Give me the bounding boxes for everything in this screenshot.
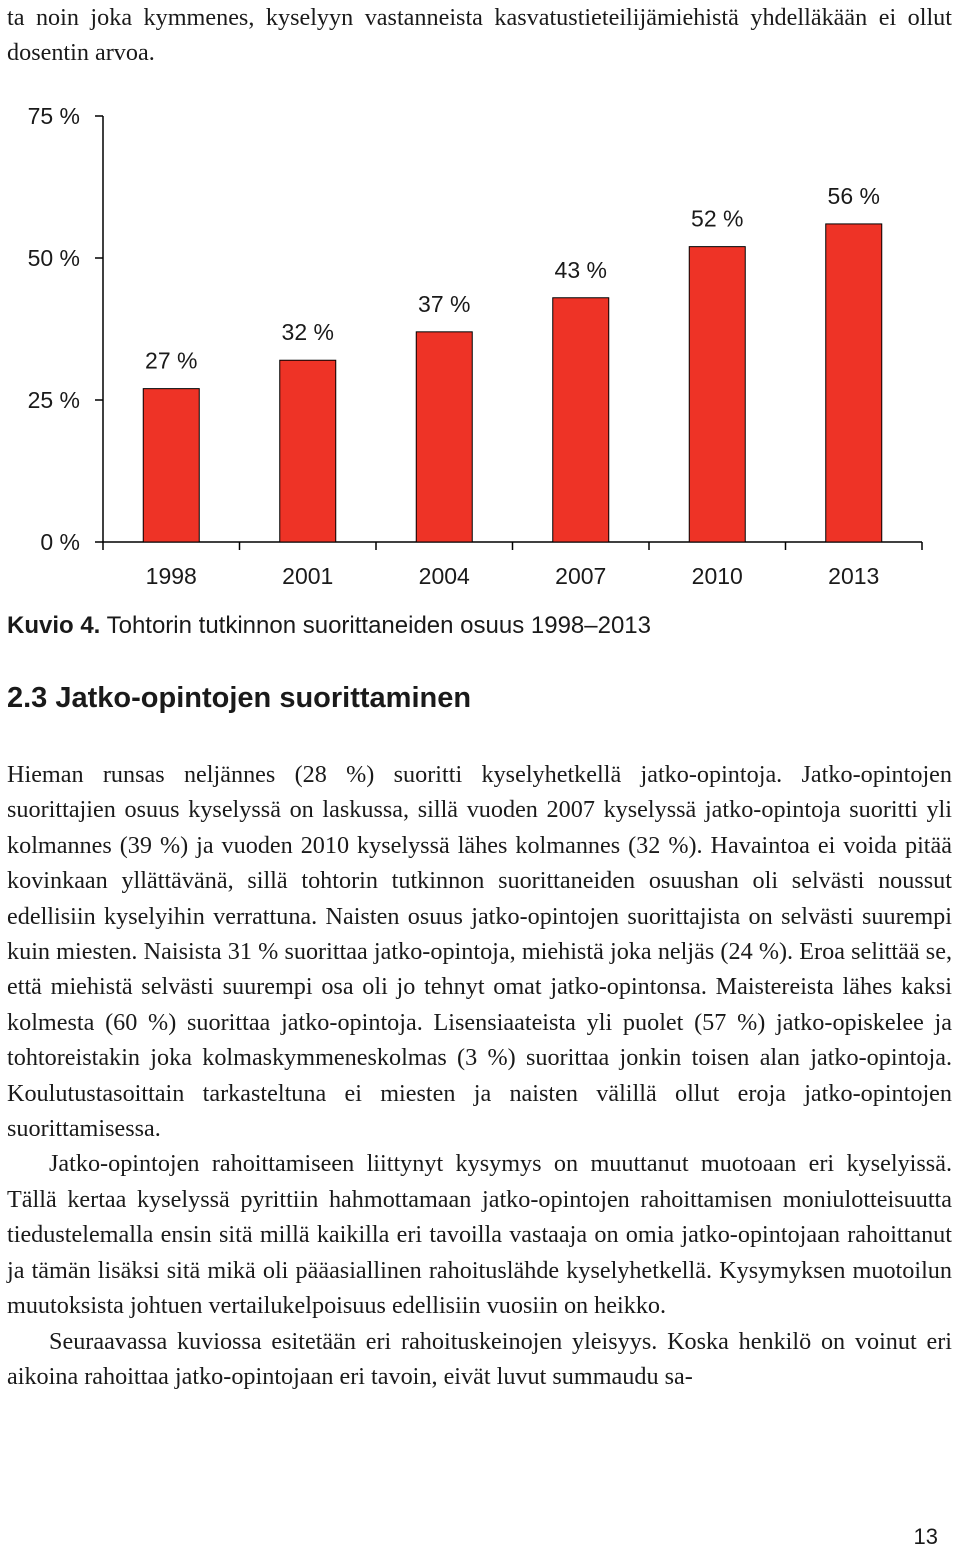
data-label: 56 %: [827, 182, 880, 209]
bar: [416, 332, 472, 542]
bar: [553, 298, 609, 542]
y-tick-label: 50 %: [27, 245, 80, 271]
figure-caption-text: Tohtorin tutkinnon suorittaneiden osuus 1998–2013: [100, 612, 651, 639]
data-label: 52 %: [691, 205, 744, 232]
bar: [689, 247, 745, 542]
bars: [143, 224, 882, 542]
page-number: 13: [913, 1524, 938, 1549]
paragraph: Hieman runsas neljännes (28 %) suoritti kyselyhetkellä jatko-opintoja. Jatko-opintojen suorittajien osuus kyselyssä on laskussa, sillä vuoden 2007 kyselyssä jatko-opintoja suoritti yli kolmannes (39 %) ja vuoden 2010 kyselyssä lähes kolmannes (32 %). Havaintoa ei voida pitää kovinkaan yllättävänä, sillä tohtorin tutkinnon suorittaneiden osuushan oli selvästi noussut edellisiin kyselyihin verrattuna. Naisten osuus jatko-opintojen suorittajista on selvästi suurempi kuin miesten. Naisista 31 % suorittaa jatko-opintoja, miehistä joka neljäs (24 %). Eroa selittää se, että miehistä selvästi suurempi osa oli jo tehnyt omat jatko-opintonsa. Maistereista lähes kaksi kolmesta (60 %) suorittaa jatko-opintoja. Lisensiaateista yli puolet (57 %) jatko-opiskelee ja tohtoreistakin joka kolmaskymmeneskolmas (3 %) suorittaa jonkin toisen alan jatko-opintoja. Koulutustasoittain tarkasteltuna ei miesten ja naisten välillä ollut eroja jatko-opintojen suorittamisessa.: [7, 761, 952, 1143]
figure-label: Kuvio 4.: [7, 612, 101, 639]
data-label: 37 %: [418, 290, 471, 317]
section-title: 2.3 Jatko-opintojen suorittaminen: [7, 682, 472, 714]
paragraph: Jatko-opintojen rahoittamiseen liittynyt kysymys on muuttanut muotoaan eri kyselyissä. Tällä kertaa kyselyssä pyrittiin hahmottamaan jatko-opintojen rahoittamisen moniulotteisuutta tiedustelemalla ensin sitä millä kaikilla eri tavoilla vastaaja on omia jatko-opintojaan rahoittanut ja tämän lisäksi sitä mikä oli pääasiallinen rahoituslähde kyselyhetkellä. Kysymyksen muotoilun muutoksista johtuen vertailukelpoisuus edellisiin vuosiin on heikko.: [7, 1150, 952, 1320]
bar: [280, 360, 336, 542]
bar: [826, 224, 882, 542]
x-tick-label: 1998: [145, 563, 197, 589]
x-tick-label: 2013: [828, 563, 880, 589]
x-axis: [103, 542, 922, 589]
body-text: [7, 757, 952, 1394]
paragraph: Seuraavassa kuviossa esitetään eri rahoituskeinojen yleisyys. Koska henkilö on voinut eri aikoina rahoittaa jatko-opintojaan eri tavoin, eivät luvut summaudu sa-: [7, 1327, 952, 1390]
y-tick-label: 25 %: [27, 387, 80, 413]
bar-chart: [0, 80, 960, 610]
data-label: 43 %: [554, 256, 607, 283]
y-tick-label: 75 %: [27, 103, 80, 129]
intro-paragraph: ta noin joka kymmenes, kyselyyn vastanneista kasvatustieteilijämiehistä yhdelläkään ei ollut dosentin arvoa.: [7, 4, 952, 67]
bar: [143, 389, 199, 542]
x-tick-label: 2007: [555, 563, 607, 589]
data-labels: [145, 183, 880, 374]
x-tick-label: 2004: [418, 563, 470, 589]
data-label: 32 %: [281, 319, 334, 346]
y-axis: [28, 103, 103, 555]
y-tick-label: 0 %: [40, 529, 80, 555]
x-tick-label: 2010: [691, 563, 743, 589]
data-label: 27 %: [145, 347, 198, 374]
x-tick-label: 2001: [282, 563, 334, 589]
figure-caption: [7, 612, 651, 640]
